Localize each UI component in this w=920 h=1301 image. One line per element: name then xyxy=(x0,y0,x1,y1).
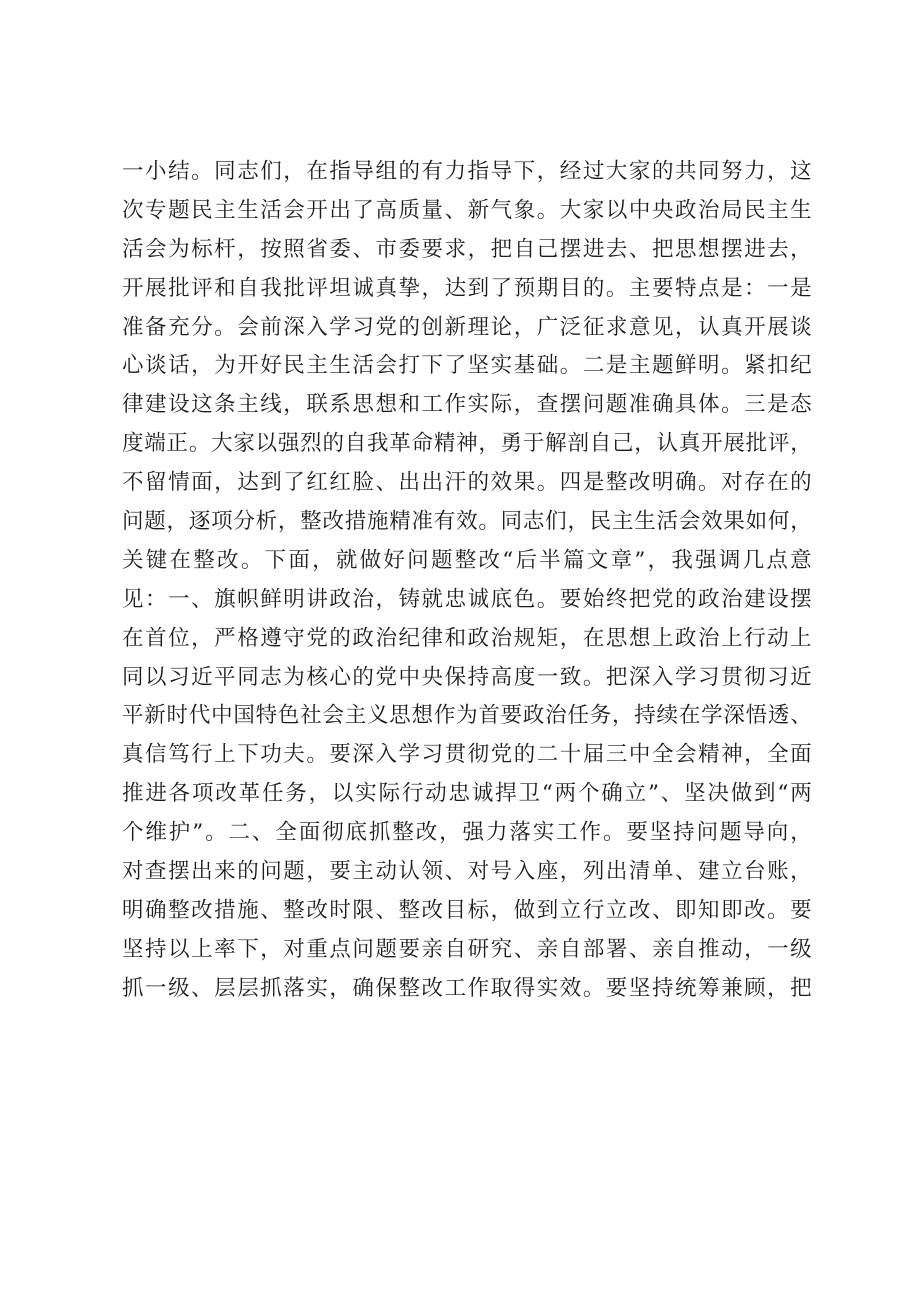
text-line: 平新时代中国特色社会主义思想作为首要政治任务，持续在学深悟透、 xyxy=(122,703,812,729)
text-line: 开展批评和自我批评坦诚真挚，达到了预期目的。主要特点是：一是 xyxy=(122,275,812,301)
text-line: 不留情面，达到了红红脸、出出汗的效果。四是整改明确。对存在的 xyxy=(122,470,812,496)
text-line: 次专题民主生活会开出了高质量、新气象。大家以中央政治局民主生 xyxy=(122,197,812,223)
text-line: 一小结。同志们，在指导组的有力指导下，经过大家的共同努力，这 xyxy=(122,159,812,184)
text-line: 对查摆出来的问题，要主动认领、对号入座，列出清单、建立台账， xyxy=(122,859,812,885)
text-line: 明确整改措施、整改时限、整改目标，做到立行立改、即知即改。要 xyxy=(122,897,812,923)
text-line: 律建设这条主线，联系思想和工作实际，查摆问题准确具体。三是态 xyxy=(122,392,812,418)
text-line: 关键在整改。下面，就做好问题整改“后半篇文章”，我强调几点意 xyxy=(122,547,812,573)
text-line: 问题，逐项分析，整改措施精准有效。同志们，民主生活会效果如何， xyxy=(122,509,812,535)
body-text xyxy=(122,153,812,1009)
text-line: 心谈话，为开好民主生活会打下了坚实基础。二是主题鲜明。紧扣纪 xyxy=(122,353,812,379)
text-line: 在首位，严格遵守党的政治纪律和政治规矩，在思想上政治上行动上 xyxy=(122,625,812,651)
text-line: 真信笃行上下功夫。要深入学习贯彻党的二十届三中全会精神，全面 xyxy=(122,742,812,768)
text-line: 推进各项改革任务，以实际行动忠诚捍卫“两个确立”、坚决做到“两 xyxy=(122,781,812,807)
text-line: 抓一级、层层抓落实，确保整改工作取得实效。要坚持统筹兼顾，把 xyxy=(122,975,812,1001)
text-line: 坚持以上率下，对重点问题要亲自研究、亲自部署、亲自推动，一级 xyxy=(122,936,812,962)
text-line: 活会为标杆，按照省委、市委要求，把自己摆进去、把思想摆进去， xyxy=(122,236,812,262)
text-line: 准备充分。会前深入学习党的创新理论，广泛征求意见，认真开展谈 xyxy=(122,314,812,340)
text-line: 见：一、旗帜鲜明讲政治，铸就忠诚底色。要始终把党的政治建设摆 xyxy=(122,586,812,612)
text-line: 个维护”。二、全面彻底抓整改，强力落实工作。要坚持问题导向， xyxy=(122,820,812,846)
text-line: 同以习近平同志为核心的党中央保持高度一致。把深入学习贯彻习近 xyxy=(122,664,812,690)
text-line: 度端正。大家以强烈的自我革命精神，勇于解剖自己，认真开展批评， xyxy=(122,431,812,457)
